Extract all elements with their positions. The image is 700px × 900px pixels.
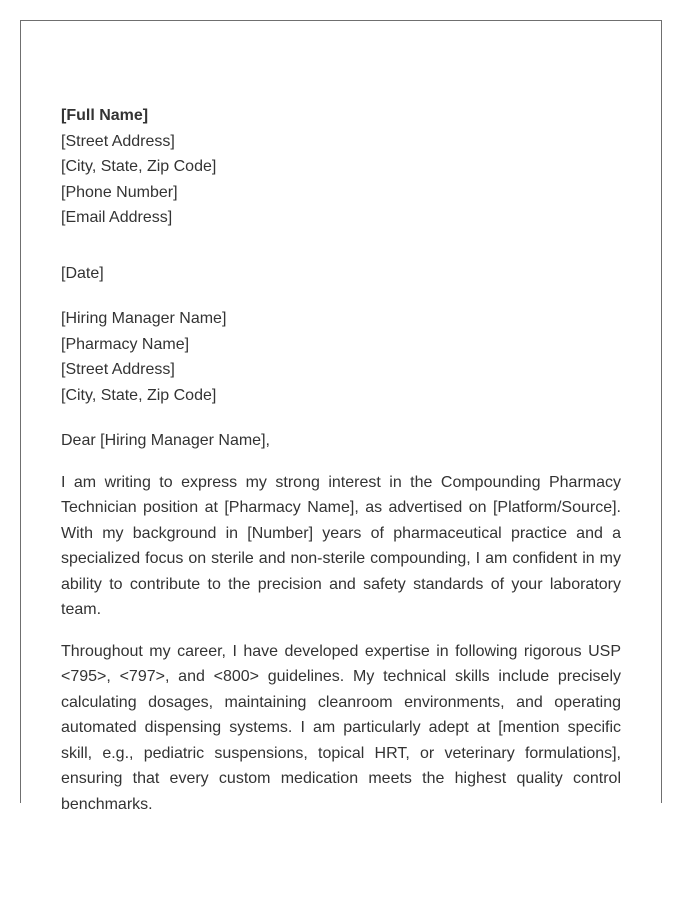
recipient-street: [Street Address] <box>61 361 175 378</box>
letter-date: [Date] <box>61 264 104 282</box>
body-paragraph-2: Throughout my career, I have developed expertise in following rigorous USP <795>, <797>, and <800> guidelines. My technical skills include precisely calculating dosages, maintaining cleanroom environments, and operating automated dispensing systems. I am particularly adept at [mention specific skill, e.g., pediatric suspensions, topical HRT, or veterinary formulations], ensuring that every custom medication meets the highest quality control benchmarks. <box>61 642 621 813</box>
recipient-manager: [Hiring Manager Name] <box>61 310 227 327</box>
salutation: Dear [Hiring Manager Name], <box>61 432 270 449</box>
recipient-city-state-zip: [City, State, Zip Code] <box>61 386 217 404</box>
sender-street: [Street Address] <box>61 132 175 150</box>
letter-page <box>20 20 662 813</box>
recipient-block <box>61 306 621 408</box>
body-paragraph-1: I am writing to express my strong interest in the Compounding Pharmacy Technician position at [Pharmacy Name], as advertised on [Platform/Source]. With my background in [Number] years of pharmaceutical practice and a specialized focus on sterile and non-sterile compounding, I am confident in my ability to contribute to the precision and safety standards of your laboratory team. <box>61 473 621 618</box>
sender-email: [Email Address] <box>61 209 173 226</box>
sender-block <box>61 103 621 231</box>
recipient-pharmacy: [Pharmacy Name] <box>61 335 190 353</box>
sender-phone: [Phone Number] <box>61 183 178 201</box>
sender-name: [Full Name] <box>61 107 149 124</box>
sender-city-state-zip: [City, State, Zip Code] <box>61 158 217 175</box>
letter-content <box>61 103 621 817</box>
